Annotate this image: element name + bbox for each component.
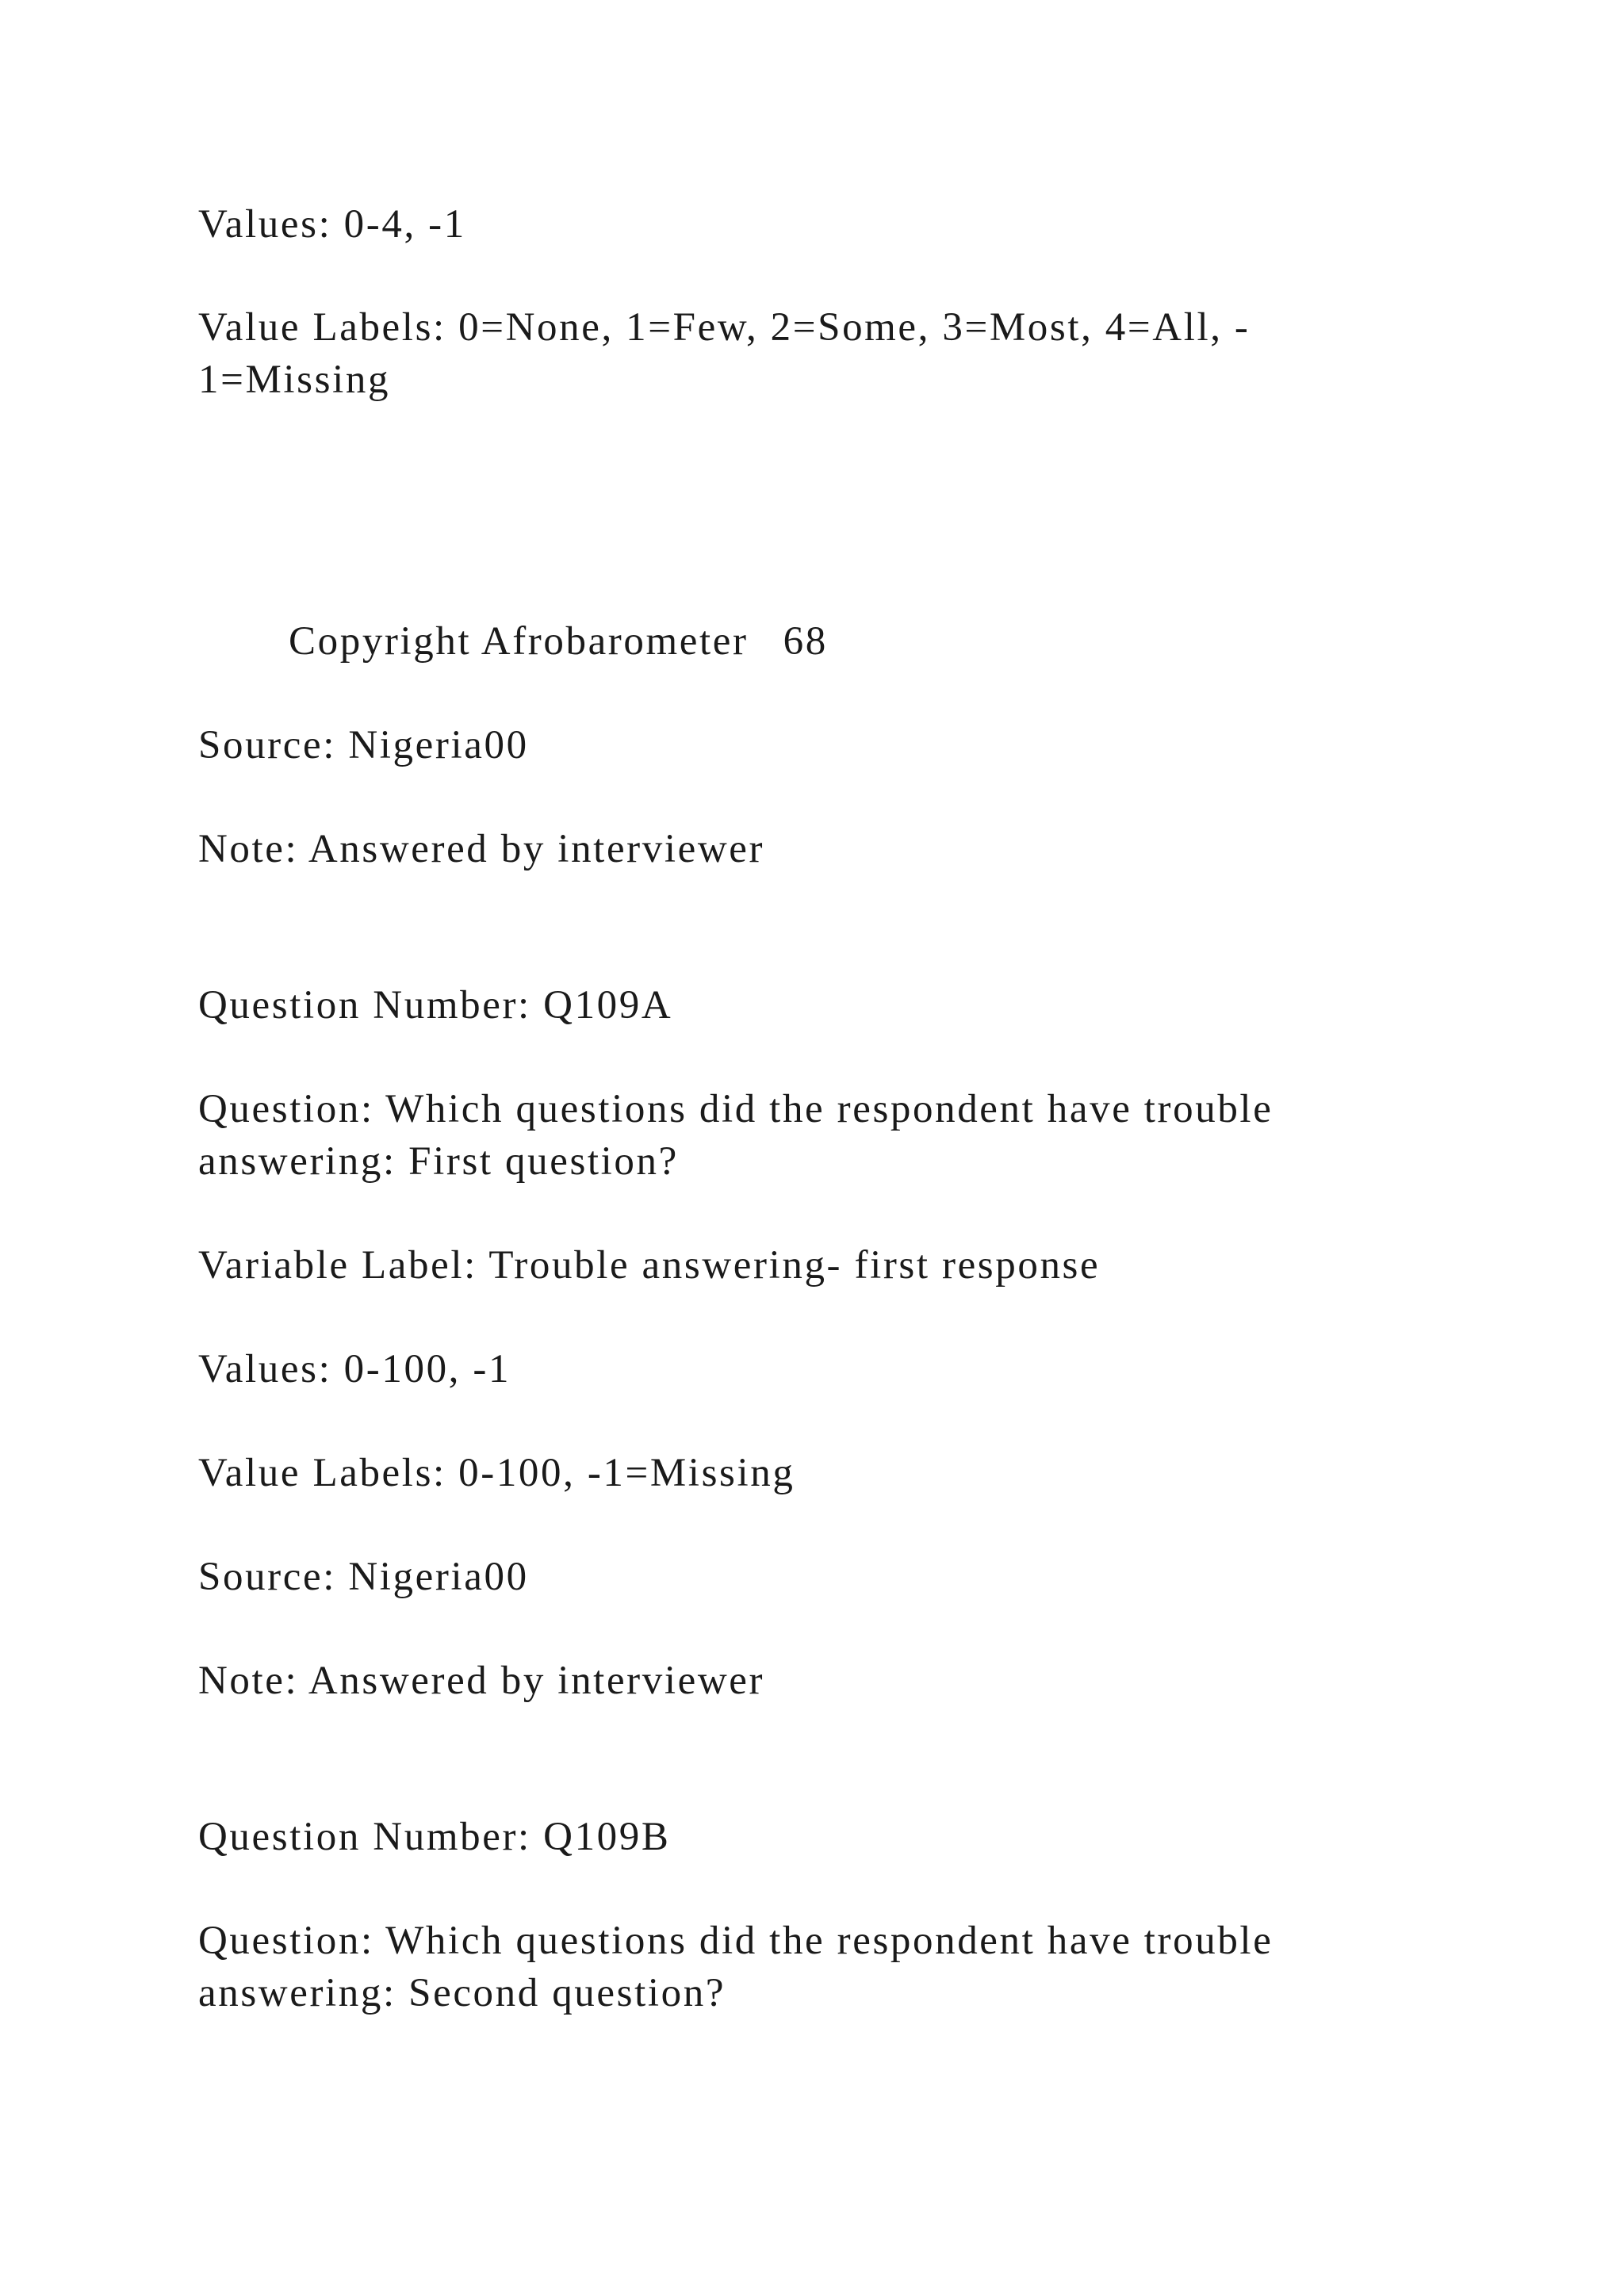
- page-number: 68: [783, 619, 828, 664]
- question-text-q109b-line-2: answering: Second question?: [198, 1971, 726, 2015]
- page-footer: [289, 615, 828, 668]
- question-number-q109b: Question Number: Q109B: [198, 1815, 671, 1859]
- value-labels-line-1: Value Labels: 0=None, 1=Few, 2=Some, 3=Most, 4=All, -: [198, 305, 1251, 350]
- source-line: Source: Nigeria00: [198, 723, 529, 767]
- copyright-text: Copyright Afrobarometer: [289, 619, 749, 664]
- question-number-q109a: Question Number: Q109A: [198, 983, 673, 1027]
- values-q109a: Values: 0-100, -1: [198, 1347, 511, 1391]
- question-text-q109a-line-1: Question: Which questions did the respondent have trouble: [198, 1087, 1274, 1131]
- variable-label-q109a: Variable Label: Trouble answering- first response: [198, 1243, 1101, 1288]
- value-labels-line-2: 1=Missing: [198, 358, 391, 402]
- note-q109a: Note: Answered by interviewer: [198, 1659, 765, 1703]
- note-line: Note: Answered by interviewer: [198, 827, 765, 871]
- values-line: Values: 0-4, -1: [198, 202, 466, 247]
- source-q109a: Source: Nigeria00: [198, 1555, 529, 1599]
- question-text-q109b-line-1: Question: Which questions did the respondent have trouble: [198, 1919, 1274, 1963]
- value-labels-q109a: Value Labels: 0-100, -1=Missing: [198, 1451, 795, 1495]
- question-text-q109a-line-2: answering: First question?: [198, 1139, 679, 1184]
